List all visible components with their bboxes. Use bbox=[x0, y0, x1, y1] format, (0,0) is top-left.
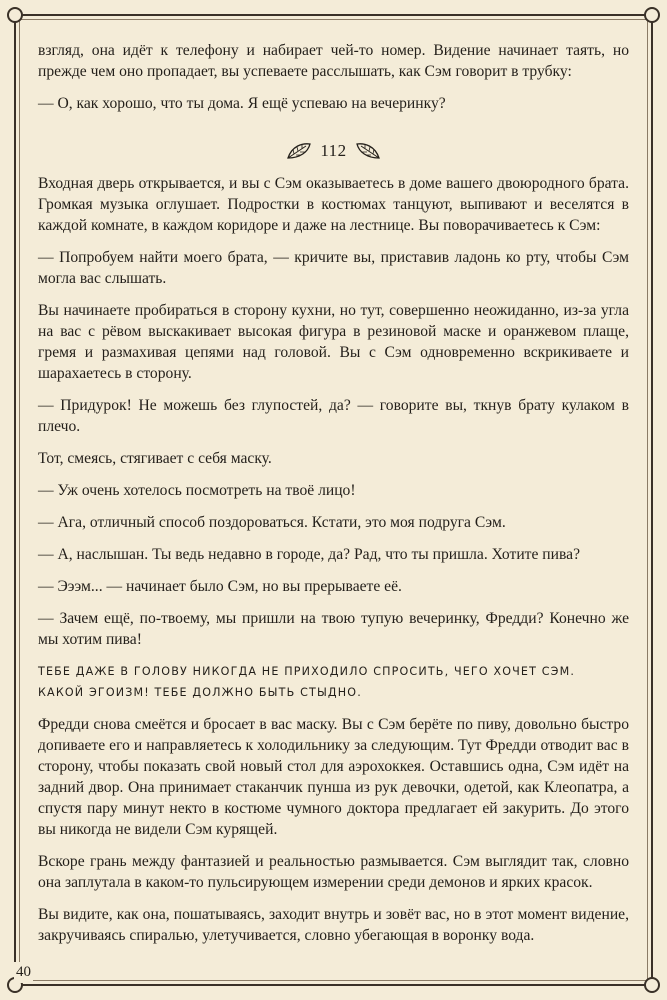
corner-ornament bbox=[644, 977, 660, 993]
paragraph: — Зачем ещё, по-твоему, мы пришли на твою тупую вечеринку, Фредди? Конечно же мы хотим пива! bbox=[38, 610, 629, 648]
section-heading bbox=[38, 140, 629, 161]
paragraph: — Уж очень хотелось посмотреть на твоё лицо! bbox=[38, 482, 356, 499]
handwritten-note: ТЕБЕ ДАЖЕ В ГОЛОВУ НИКОГДА НЕ ПРИХОДИЛО СПРОСИТЬ, ЧЕГО ХОЧЕТ СЭМ. КАКОЙ ЭГОИЗМ! ТЕБЕ ДОЛЖНО БЫТЬ СТЫДНО. bbox=[38, 664, 576, 699]
paragraph: взгляд, она идёт к телефону и набирает чей-то номер. Видение начинает таять, но прежде чем оно пропадает, вы успеваете расслышать, как Сэм говорит в трубку: bbox=[38, 42, 629, 80]
paragraph: — Придурок! Не можешь без глупостей, да? — говорите вы, ткнув брату кулаком в плечо. bbox=[38, 397, 629, 435]
paragraph: — А, наслышан. Ты ведь недавно в городе, да? Рад, что ты пришла. Хотите пива? bbox=[38, 546, 580, 563]
page-text bbox=[38, 40, 629, 957]
section-number: 112 bbox=[320, 141, 347, 160]
leaf-ornament-icon bbox=[286, 142, 312, 160]
leaf-ornament-icon bbox=[355, 142, 381, 160]
corner-ornament bbox=[644, 7, 660, 23]
paragraph: Вы видите, как она, пошатываясь, заходит внутрь и зовёт вас, но в этот момент видение, закручиваясь спиралью, улетучивается, словно убегающая в воронку вода. bbox=[38, 906, 629, 944]
paragraph: Вы начинаете пробираться в сторону кухни, но тут, совершенно неожиданно, из-за угла на вас с рёвом выскакивает высокая фигура в резиновой маске и оранжевом плаще, гремя и размахивая цепями над головой. Вы с Сэм одновременно вскрикиваете и шарахаетесь в сторону. bbox=[38, 302, 629, 382]
paragraph: Тот, смеясь, стягивает с себя маску. bbox=[38, 450, 272, 467]
paragraph: Входная дверь открывается, и вы с Сэм оказываетесь в доме вашего двоюродного брата. Громкая музыка оглушает. Подростки в костюмах танцуют, выпивают и веселятся в каждой комнате, в каждом коридоре и даже на лестнице. Вы поворачиваетесь к Сэм: bbox=[38, 175, 629, 234]
page-number: 40 bbox=[14, 962, 33, 983]
paragraph: Фредди снова смеётся и бросает в вас маску. Вы с Сэм берёте по пиву, довольно быстро допиваете его и направляетесь к холодильнику за следующим. Тут Фредди отводит вас в сторону, чтобы показать свой новый стол для аэрохоккея. Оставшись одна, Сэм идёт на задний двор. Она принимает стаканчик пунша из рук девочки, одетой, как Клеопатра, а спустя пару минут некто в костюме чумного доктора предлагает ей закурить. До этого вы никогда не видели Сэм курящей. bbox=[38, 716, 629, 838]
paragraph: Вскоре грань между фантазией и реальностью размывается. Сэм выглядит так, словно она заплутала в каком-то пульсирующем измерении среди демонов и ярких красок. bbox=[38, 853, 629, 891]
paragraph: — О, как хорошо, что ты дома. Я ещё успеваю на вечеринку? bbox=[38, 95, 446, 112]
paragraph: — Эээм... — начинает было Сэм, но вы прерываете её. bbox=[38, 578, 402, 595]
paragraph: — Попробуем найти моего брата, — кричите вы, приставив ладонь ко рту, чтобы Сэм могла вас слышать. bbox=[38, 249, 629, 287]
corner-ornament bbox=[7, 7, 23, 23]
paragraph: — Ага, отличный способ поздороваться. Кстати, это моя подруга Сэм. bbox=[38, 514, 506, 531]
